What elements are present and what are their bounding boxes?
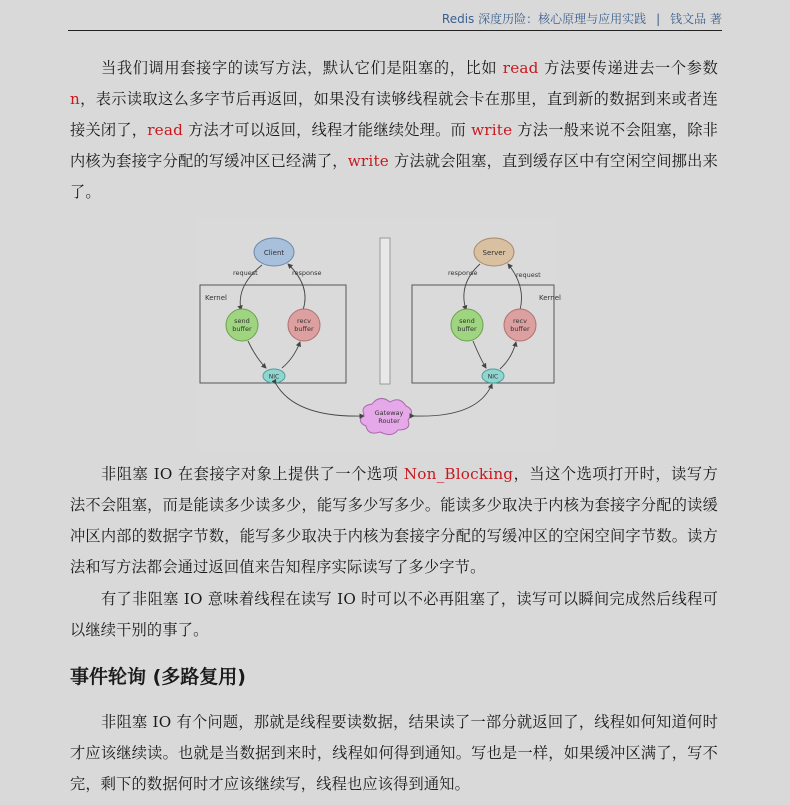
code-n: n [70,90,80,108]
text-run: 方法才可以返回，线程才能继续处理。而 [183,121,472,139]
send-buffer-label-2: buffer [232,325,252,333]
gateway-label-2: Router [378,417,400,425]
gateway-label-1: Gateway [374,409,404,417]
book-author: 钱文品 著 [670,12,722,26]
paragraph-blocking-io [70,53,718,208]
recv-buffer-label-1: recv [513,317,527,325]
code-non-blocking: Non_Blocking [403,465,514,483]
kernel-label-left: Kernel [205,294,227,302]
text-run: 非阻塞 IO 在套接字对象上提供了一个选项 [101,465,404,483]
left-response-label: response [292,269,322,277]
code-read: read [147,121,184,139]
text-run: 方法要传递进去一个参数 [538,59,719,77]
code-read: read [502,59,539,77]
right-response-label: response [448,269,478,277]
header-separator: | [656,12,661,26]
section-heading: 事件轮询 (多路复用) [70,666,246,688]
client-label: Client [263,249,285,257]
recv-buffer-label-1: recv [297,317,311,325]
paragraph-non-blocking-summary: 有了非阻塞 IO 意味着线程在读写 IO 时可以不必再阻塞了，读写可以瞬间完成然后线程可以继续干别的事了。 [70,590,718,639]
paragraph-event-polling: 非阻塞 IO 有个问题，那就是线程要读数据，结果读了一部分就返回了，线程如何知道何时才应该继续读。也就是当数据到来时，线程如何得到通知。写也是一样，如果缓冲区满了，写不完，剩下的数据何时才应该继续写，线程也应该得到通知。 [70,713,718,793]
text-run: ，当这个选项打开时，读写方法不会阻塞，而是能读多少读多少，能写多少写多少。能读多少取决于内核为套接字分配的读缓冲区内部的数据字节数，能写多少取决于内核为套接字分配的写缓冲区的空闲空间字节数。读方法和写方法都会通过返回值来告知程序实际读写了多少字节。 [70,465,718,576]
text-run: ，表示读取这么多字节后再返回，如果没有读够线程就会卡在那里，直到新的数据到来或者连接关闭了， [70,90,718,139]
text-run: 方法一般来说不会阻塞，除非内核为套接字分配的写缓冲区已经满了， [70,121,719,170]
divider-bar [380,238,390,384]
running-header [68,10,722,31]
text-run: 方法就会阻塞，直到缓存区中有空闲空间挪出来了。 [70,152,718,201]
left-request-label: request [233,269,258,277]
kernel-label-right: Kernel [539,294,561,302]
send-buffer-label-1: send [234,317,250,325]
book-title: Redis 深度历险：核心原理与应用实践 [441,12,647,26]
code-write: write [347,152,389,170]
recv-buffer-label-2: buffer [510,325,530,333]
recv-buffer-label-2: buffer [294,325,314,333]
send-buffer-label-1: send [459,317,475,325]
nic-label-left: NIC [268,373,280,381]
send-buffer-label-2: buffer [457,325,477,333]
paragraph-non-blocking-io [70,459,718,583]
text-run: 当我们调用套接字的读写方法，默认它们是阻塞的，比如 [101,59,503,77]
code-write: write [471,121,513,139]
nic-label-right: NIC [487,373,499,381]
socket-buffer-diagram [196,218,561,450]
right-request-label: request [516,271,541,279]
server-label: Server [482,249,506,257]
